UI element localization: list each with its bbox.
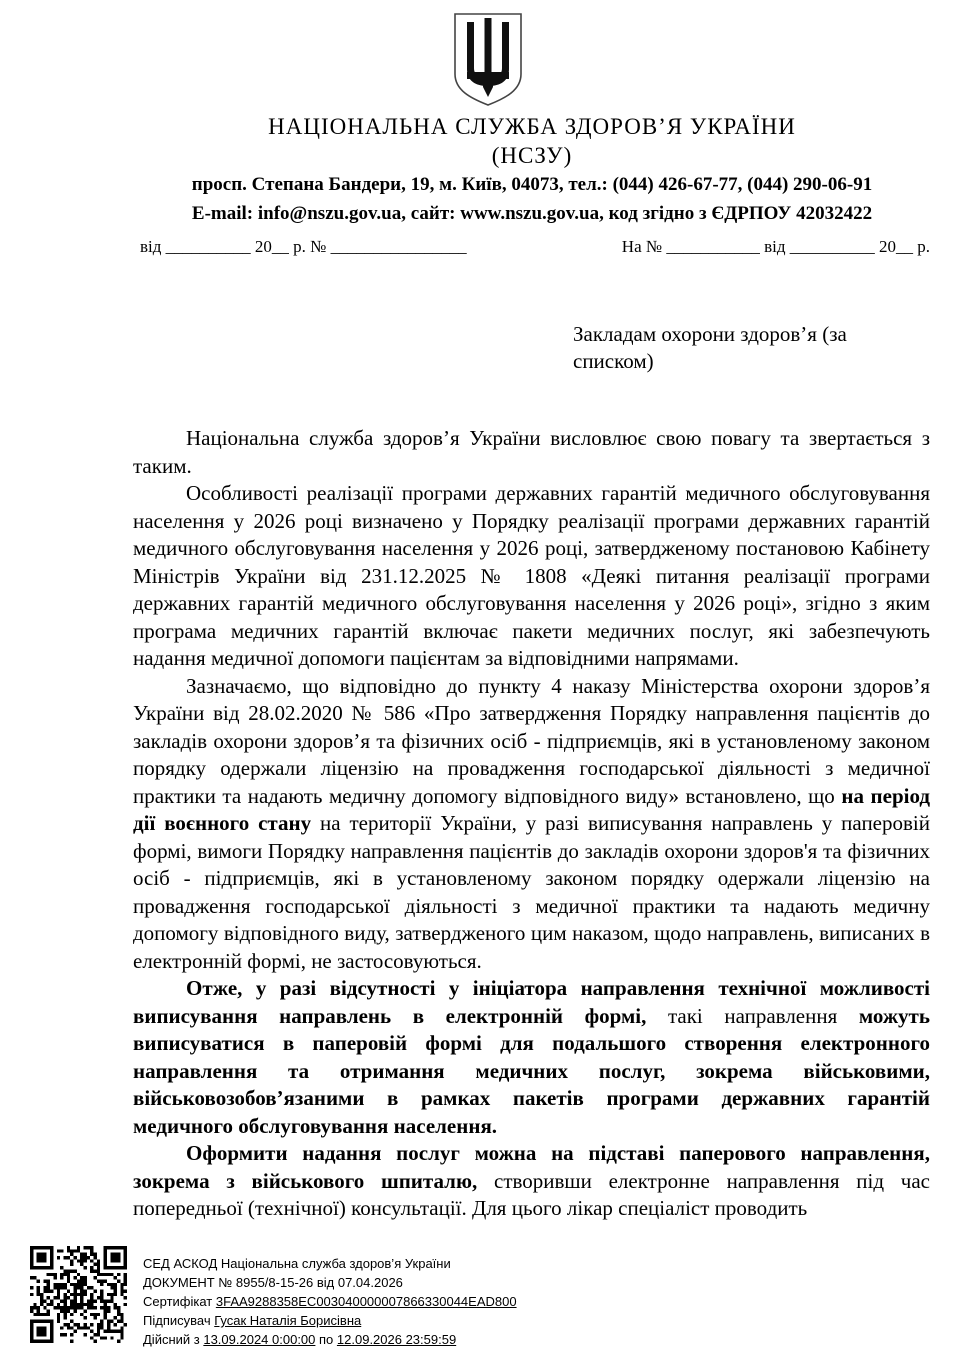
military-hospital-regular: створивши електронне направлення під час попередньої (технічної) консультації. Для цього лікар спеціаліст проводить	[133, 1168, 930, 1220]
stamp-signer-line	[143, 1311, 517, 1330]
validity-separator: по	[315, 1332, 337, 1347]
ukraine-trident-emblem-icon	[449, 12, 527, 108]
stamp-certificate-line	[143, 1292, 517, 1311]
org-abbreviation: (НСЗУ)	[491, 143, 573, 168]
ref-outgoing-blank: від __________ 20__ р. № ________________	[140, 237, 467, 256]
signer-value: Гусак Наталія Борисівна	[214, 1313, 362, 1328]
paragraph-program-2026: Особливості реалізації програми державних гарантій медичного обслуговування населення у 2026 році визначено у Порядку реалізації програми державних гарантій медичного обслуговування населення у 2026 році, затвердженому постановою Кабінету Міністрів України від 231.12.2025 № 1808 «Деякі питання реалізації програми державних гарантій медичного обслуговування населення у 2026 році», згідно з яким програма медичних гарантій включає пакети медичних послуг, які забезпечують надання медичної допомоги пацієнтам за відповідними напрямами.	[133, 481, 930, 670]
paper-referral-regular: такі направлення	[646, 1003, 859, 1028]
validity-to: 12.09.2026 23:59:59	[336, 1332, 457, 1347]
paragraph-paper-referrals	[133, 975, 930, 1140]
ref-incoming-blank: На № ___________ від __________ 20__ р.	[621, 237, 930, 256]
paragraph-military-hospital	[133, 1140, 930, 1223]
stamp-system-line: СЕД АСКОД Національна служба здоров’я України	[143, 1256, 451, 1271]
validity-from: 13.09.2024 0:00:00	[203, 1332, 316, 1347]
signer-label: Підписувач	[143, 1313, 215, 1328]
addressee-block: Закладам охорони здоров’я (за списком)	[573, 322, 847, 373]
stamp-validity-line	[143, 1330, 517, 1349]
qr-code-icon	[30, 1246, 127, 1343]
martial-law-bold-text: на період дії воєнного стану	[133, 783, 930, 835]
stamp-text-block	[143, 1246, 517, 1349]
paragraph-order-586-text: Зазначаємо, що відповідно до пункту 4 наказу Міністерства охорони здоров’я України від 28.02.2020 № 586 «Про затвердження Порядку направлення пацієнтів до закладів охорони здоров’я та фізичних осіб - підприємців, які в установленому законом порядку одержали ліцензію на провадження господарської діяльності з медичної практики та надають медичну допомогу відповідного виду» встановлено, що	[133, 673, 930, 808]
letter-body	[133, 425, 930, 1223]
paper-referral-bold-tail: можуть виписуватися в паперовій формі для подальшого створення електронного направлення та отримання медичних послуг, зокрема військовими, військовозобов’язаними в рамках пакетів програми державних гарантій медичного обслуговування населення.	[133, 1003, 930, 1138]
paper-referral-bold-lead: Отже, у разі відсутності у ініціатора направлення технічної можливості виписування направлень в електронній формі,	[133, 976, 930, 1028]
validity-label: Дійсний з	[143, 1332, 204, 1347]
paragraph-order-586-tail: на території України, у разі виписування направлень у паперовій формі, вимоги Порядку направлення пацієнтів до закладів охорони здоров'я та фізичних осіб - підприємців, які в установленому законом порядку одержали ліцензію на провадження господарської діяльності з медичної практики та надають медичну допомогу відповідного виду, затвердженого цим наказом, щодо направлень, виписаних в електронній формі, не застосовуються.	[133, 811, 930, 973]
paragraph-order-586	[133, 673, 930, 976]
stamp-document-line: ДОКУМЕНТ № 8955/8-15-26 від 07.04.2026	[143, 1275, 403, 1290]
org-contact-line: E-mail: info@nszu.gov.ua, сайт: www.nszu.gov.ua, код згідно з ЄДРПОУ 42032422	[191, 203, 873, 224]
letterhead	[0, 0, 976, 229]
certificate-label: Сертифікат	[143, 1294, 216, 1309]
org-address-line: просп. Степана Бандери, 19, м. Київ, 04073, тел.: (044) 426-67-77, (044) 290-06-91	[191, 174, 873, 195]
military-hospital-bold-lead: Оформити надання послуг можна на підставі паперового направлення, зокрема з військового шпиталю,	[133, 1141, 930, 1193]
digital-signature-stamp	[30, 1246, 517, 1349]
reference-row	[140, 237, 930, 257]
certificate-value: 3FAA9288358EC003040000007866330044EAD800	[215, 1294, 517, 1309]
org-name: НАЦІОНАЛЬНА СЛУЖБА ЗДОРОВ’Я УКРАЇНИ	[268, 114, 796, 139]
paragraph-greeting: Національна служба здоров’я України висловлює свою повагу та звертається з таким.	[133, 426, 930, 478]
